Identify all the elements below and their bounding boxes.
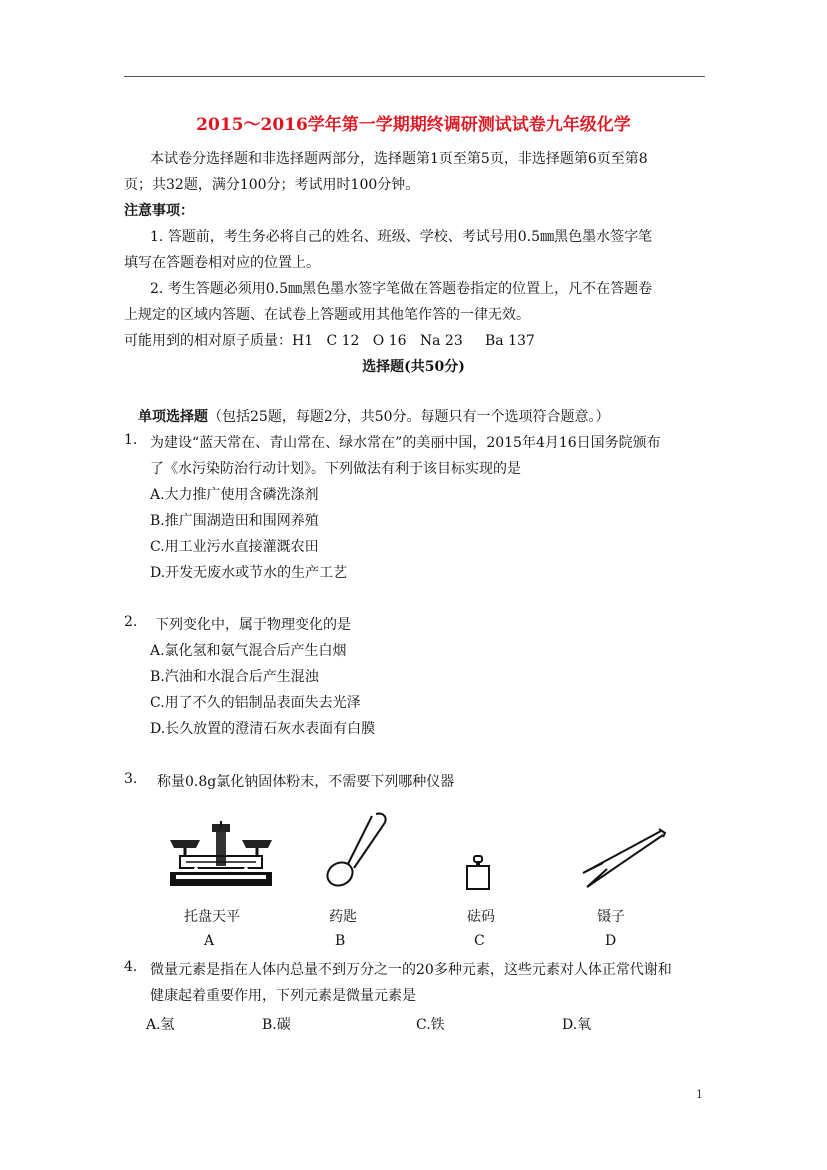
section-instruction-rest: （包括25题，每题2分，共50分。每题只有一个选项符合题意。）: [208, 409, 610, 425]
figure-d-name: 镊子: [597, 909, 625, 925]
figure-a-letter: A: [204, 933, 215, 949]
section-title: 选择题(共50分): [362, 359, 465, 375]
weight-icon: [465, 855, 491, 891]
question-2-option-d: D.长久放置的澄清石灰水表面有白膜: [150, 721, 376, 737]
figure-c-name: 砝码: [467, 909, 495, 925]
question-1-number: 1.: [124, 432, 138, 448]
question-4-option-b: B.碳: [262, 1017, 291, 1033]
figure-b-letter: B: [335, 933, 346, 949]
notice-item-1-line-2: 填写在答题卷相对应的位置上。: [124, 255, 320, 271]
notice-item-2-line-1: 2. 考生答题必须用0.5㎜黑色墨水签字笔做在答题卷指定的位置上，凡不在答题卷: [150, 281, 653, 297]
intro-line-1: 本试卷分选择题和非选择题两部分，选择题第1页至第5页，非选择题第6页至第8: [150, 151, 648, 167]
section-instruction: [138, 406, 610, 426]
header-rule: [124, 76, 705, 77]
page-number: 1: [696, 1088, 703, 1101]
question-4-stem-line-1: 微量元素是指在人体内总量不到万分之一的20多种元素，这些元素对人体正常代谢和: [150, 962, 672, 978]
atomic-masses: 可能用到的相对原子质量：H1 C 12 O 16 Na 23 Ba 137: [124, 333, 535, 349]
question-2-number: 2.: [124, 614, 138, 630]
figure-d-letter: D: [605, 933, 617, 949]
question-2-stem: 下列变化中，属于物理变化的是: [155, 617, 351, 633]
page-title: 2015～2016学年第一学期期终调研测试试卷九年级化学: [196, 115, 631, 135]
figure-b-name: 药匙: [329, 909, 357, 925]
question-1-option-c: C.用工业污水直接灌溉农田: [150, 539, 319, 555]
question-1-stem-line-1: 为建设“蓝天常在、青山常在、绿水常在”的美丽中国，2015年4月16日国务院颁布: [150, 435, 661, 451]
question-1-option-d: D.开发无废水或节水的生产工艺: [150, 565, 348, 581]
question-3-number: 3.: [124, 771, 138, 787]
medicine-spoon-icon: [318, 810, 393, 890]
question-2-option-a: A.氯化氢和氨气混合后产生白烟: [150, 643, 347, 659]
tweezers-icon: [573, 825, 668, 890]
question-4-option-d: D.氧: [562, 1017, 592, 1033]
question-4-option-c: C.铁: [416, 1017, 445, 1033]
question-2-option-c: C.用了不久的铝制品表面失去光泽: [150, 695, 361, 711]
question-4-number: 4.: [124, 959, 138, 975]
figure-a-name: 托盘天平: [184, 909, 240, 925]
notice-item-1-line-1: 1. 答题前，考生务必将自己的姓名、班级、学校、考试号用0.5㎜黑色墨水签字笔: [150, 229, 653, 245]
question-4-stem-line-2: 健康起着重要作用，下列元素是微量元素是: [150, 988, 416, 1004]
notice-heading: 注意事项：: [124, 203, 194, 219]
question-2-option-b: B.汽油和水混合后产生混浊: [150, 669, 319, 685]
question-4-option-a: A.氢: [146, 1017, 175, 1033]
intro-line-2: 页；共32题，满分100分；考试用时100分钟。: [124, 177, 420, 193]
section-instruction-bold: 单项选择题: [138, 409, 208, 425]
notice-item-2-line-2: 上规定的区域内答题、在试卷上答题或用其他笔作答的一律无效。: [124, 307, 530, 323]
question-1-stem-line-2: 了《水污染防治行动计划》。下列做法有利于该目标实现的是: [150, 461, 521, 477]
balance-scale-icon: [166, 820, 276, 890]
figure-c-letter: C: [474, 933, 485, 949]
question-3-stem: 称量0.8g氯化钠固体粉末，不需要下列哪种仪器: [157, 774, 455, 790]
question-1-option-a: A.大力推广使用含磷洗涤剂: [150, 487, 319, 503]
question-1-option-b: B.推广围湖造田和围网养殖: [150, 513, 319, 529]
